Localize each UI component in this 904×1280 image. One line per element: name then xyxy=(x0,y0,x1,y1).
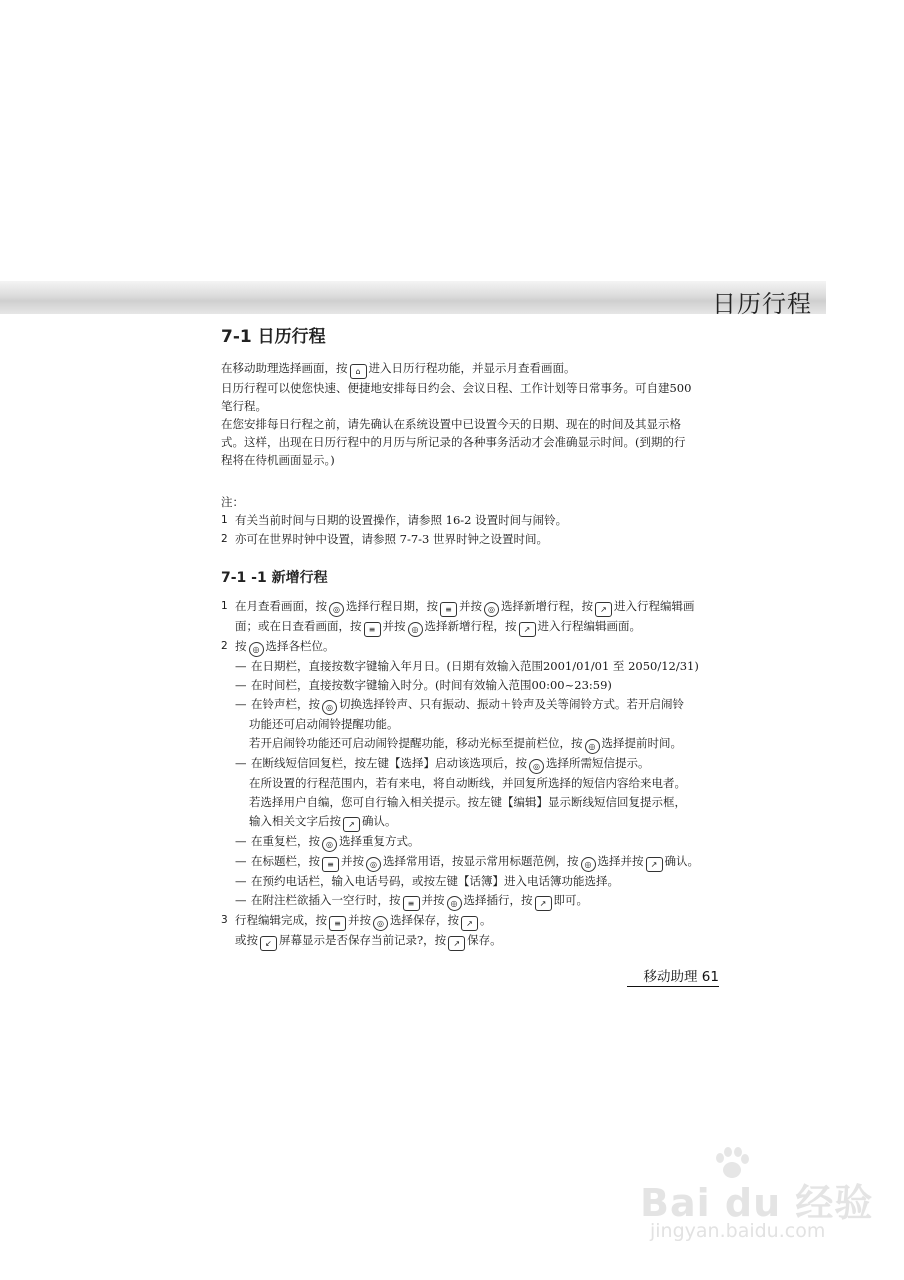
nav-key-icon: ◎ xyxy=(408,622,423,637)
page-header-title: 日历行程 xyxy=(712,290,812,318)
menu-key-icon: ⌂ xyxy=(350,364,367,379)
ok-key-icon: ↗ xyxy=(343,817,360,832)
nav-key-icon: ◎ xyxy=(447,896,462,911)
intro-line-1: 在移动助理选择画面，按 ⌂ 进入日历行程功能，并显示月查看画面。 xyxy=(221,359,711,379)
step-2: 2 按 ◎ 选择各栏位。 xyxy=(221,637,711,657)
ok-key-icon: ↗ xyxy=(461,916,478,931)
watermark-url: jingyan.baidu.com xyxy=(650,1220,826,1242)
list-item: — 在重复栏，按 ◎ 选择重复方式。 xyxy=(235,832,711,852)
header-band xyxy=(0,281,826,314)
menu-key-icon: ≡ xyxy=(440,602,457,617)
menu-key-icon: ≡ xyxy=(364,622,381,637)
nav-key-icon: ◎ xyxy=(329,602,344,617)
list-item: — 在时间栏，直接按数字键输入时分。(时间有效输入范围00:00~23:59) xyxy=(235,678,612,692)
intro-line-5: 式。这样，出现在日历行程中的月历与所记录的各种事务活动才会准确显示时间。(到期的行 xyxy=(221,435,686,449)
list-item: — 在铃声栏，按 ◎ 切换选择铃声、只有振动、振动＋铃声及关等闹铃方式。若开启闹铃 xyxy=(235,695,711,715)
ok-key-icon: ↗ xyxy=(646,857,663,872)
section-title: 7-1 日历行程 xyxy=(221,327,326,347)
intro-line-6: 程将在待机画面显示。) xyxy=(221,453,335,467)
list-item-continued: 输入相关文字后按 ↗ 确认。 xyxy=(249,812,711,832)
intro-line-4: 在您安排每日行程之前，请先确认在系统设置中已设置今天的日期、现在的时间及其显示格 xyxy=(221,417,681,431)
intro-line-2: 日历行程可以使您快速、便捷地安排每日约会、会议日程、工作计划等日常事务。可自建500 xyxy=(221,381,692,395)
list-item-continued: 功能还可启动闹铃提醒功能。 xyxy=(249,717,399,731)
list-item: — 在日期栏，直接按数字键输入年月日。(日期有效输入范围2001/01/01 至 2050/12/31) xyxy=(235,659,699,673)
nav-key-icon: ◎ xyxy=(322,700,337,715)
list-item-continued: 在所设置的行程范围内，若有来电，将自动断线，并回复所选择的短信内容给来电者。 xyxy=(249,776,686,790)
page-footer: 移动助理 61 xyxy=(627,965,719,987)
nav-key-icon: ◎ xyxy=(484,602,499,617)
main-content xyxy=(221,322,711,951)
list-item-continued: 若开启闹铃功能还可启动闹铃提醒功能，移动光标至提前栏位，按 ◎ 选择提前时间。 xyxy=(249,734,711,754)
note-item: 2 亦可在世界时钟中设置，请参照 7-7-3 世界时钟之设置时间。 xyxy=(221,532,549,546)
list-item-continued: 若选择用户自编，您可自行输入相关提示。按左键【编辑】显示断线短信回复提示框， xyxy=(249,795,686,809)
menu-key-icon: ≡ xyxy=(322,857,339,872)
subsection-title: 7-1 -1 新增行程 xyxy=(221,570,328,586)
list-item: — 在预约电话栏，输入电话号码，或按左键【话簿】进入电话簿功能选择。 xyxy=(235,874,619,888)
back-key-icon: ↙ xyxy=(260,936,277,951)
ok-key-icon: ↗ xyxy=(535,896,552,911)
step-1: 1 在月查看画面，按 ◎ 选择行程日期，按 ≡ 并按 ◎ 选择新增行程，按 ↗ 进入行程编辑画 面；或在日查看画面，按 ≡ 并按 ◎ 选择新增行程，按 ↗ 进入行程编辑画面。 xyxy=(221,597,711,637)
step-3: 3 行程编辑完成，按 ≡ 并按 ◎ 选择保存，按 ↗ 。 xyxy=(221,911,711,931)
ok-key-icon: ↗ xyxy=(448,936,465,951)
ok-key-icon: ↗ xyxy=(595,602,612,617)
nav-key-icon: ◎ xyxy=(529,759,544,774)
list-item: — 在标题栏，按 ≡ 并按 ◎ 选择常用语，按显示常用标题范例，按 ◎ 选择并按 ↗ 确认。 xyxy=(235,852,711,872)
nav-key-icon: ◎ xyxy=(585,739,600,754)
watermark-logo: Bai du 经验 xyxy=(640,1181,874,1225)
list-item: — 在断线短信回复栏，按左键【选择】启动该选项后，按 ◎ 选择所需短信提示。 xyxy=(235,754,711,774)
nav-key-icon: ◎ xyxy=(373,916,388,931)
step-3-continued: 或按 ↙ 屏幕显示是否保存当前记录?，按 ↗ 保存。 xyxy=(235,931,711,951)
nav-key-icon: ◎ xyxy=(322,837,337,852)
nav-key-icon: ◎ xyxy=(581,857,596,872)
note-label: 注： xyxy=(221,495,244,509)
nav-key-icon: ◎ xyxy=(249,642,264,657)
ok-key-icon: ↗ xyxy=(519,622,536,637)
nav-key-icon: ◎ xyxy=(366,857,381,872)
menu-key-icon: ≡ xyxy=(329,916,346,931)
intro-line-3: 笔行程。 xyxy=(221,399,267,413)
menu-key-icon: ≡ xyxy=(403,896,420,911)
note-item: 1 有关当前时间与日期的设置操作，请参照 16-2 设置时间与闹铃。 xyxy=(221,513,568,527)
list-item: — 在附注栏欲插入一空行时，按 ≡ 并按 ◎ 选择插行，按 ↗ 即可。 xyxy=(235,891,711,911)
